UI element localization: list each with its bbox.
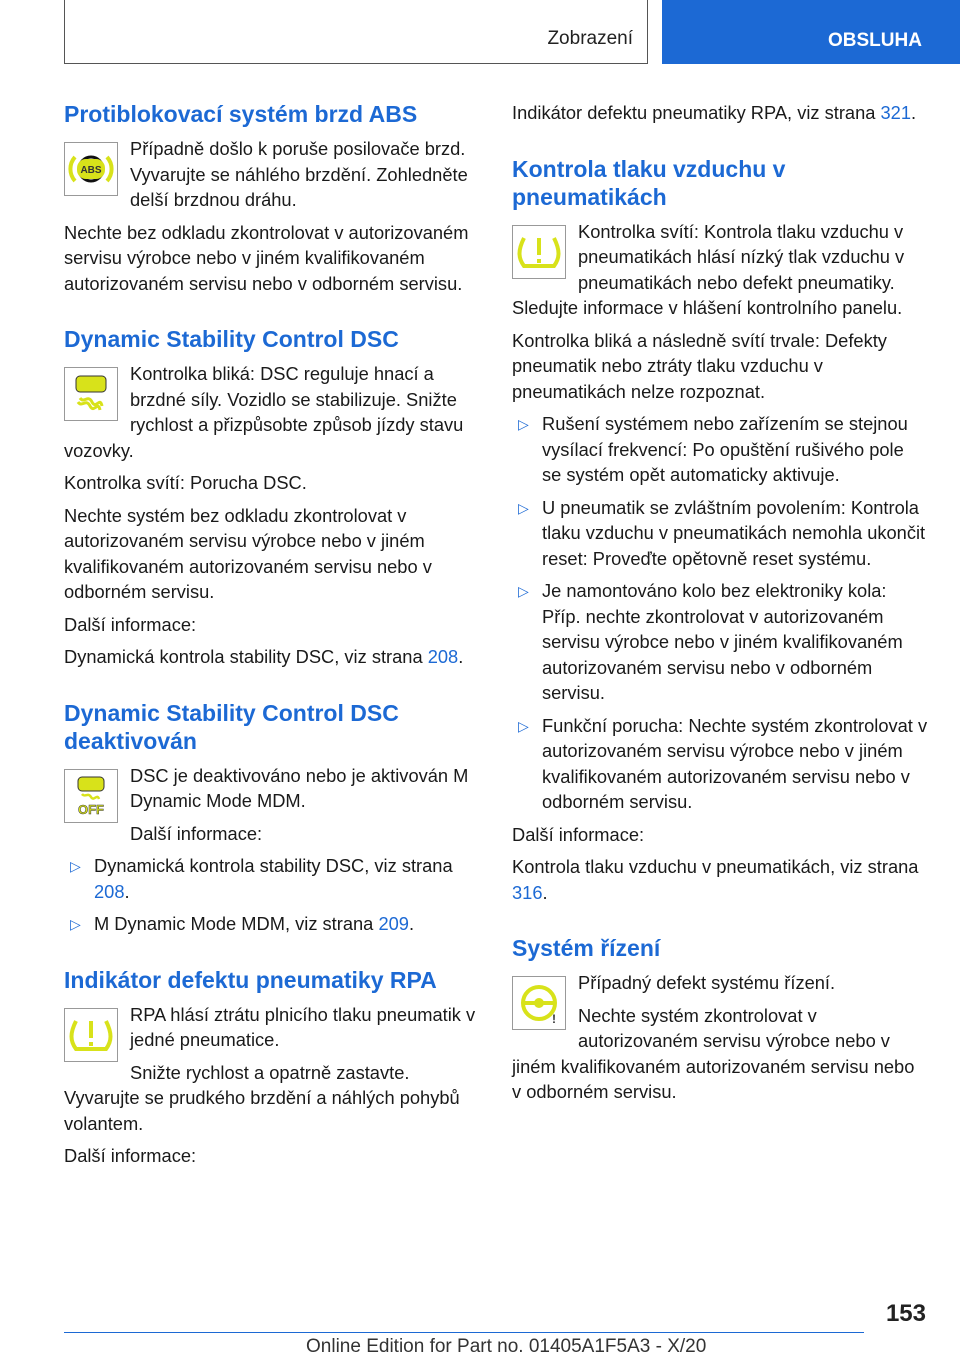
tpms-text-2: Kontrolka bliká a následně svítí trvale: Defekty pneumatik nebo ztráty tlaku vzduchu v pneumatikách nelze rozpoznat. [512, 329, 887, 402]
dsc-off-icon [64, 769, 118, 823]
steering-text-1: Případný defekt systému řízení. [578, 972, 836, 993]
heading-rpa: Indikátor defektu pneumatiky RPA [64, 966, 437, 993]
tpms-text-1: Kontrolka svítí: Kontrola tlaku vzduchu v pneumatikách hlásí nízký tlak vzduchu v pneumatikách nebo defekt pneumatiky. Sledujte informace v hlášení kontrolního panelu. [512, 220, 905, 318]
page-link-208[interactable]: 208 [427, 646, 459, 667]
bullet-triangle-icon: ▷ [518, 583, 529, 599]
abs-text-1: Případně došlo k poruše posilovače brzd. Vyvarujte se náhlého brzdění. Zohledněte delší brzdnou dráhu. [130, 138, 468, 210]
tpms-text-3: Další informace: [512, 823, 645, 845]
steering-warning-icon [512, 976, 566, 1030]
bullet-triangle-icon: ▷ [518, 717, 529, 734]
list-item: ▷ Dynamická kontrola stability DSC, viz strana 208. [70, 855, 453, 902]
dsc-off-text-1: DSC je deaktivováno nebo je aktivován M Dynamic Mode MDM. [130, 764, 469, 811]
dsc-text-2: Kontrolka svítí: Porucha DSC. [64, 472, 307, 493]
tpms-text-4: Kontrola tlaku vzduchu v pneumatikách, viz strana 316. [512, 856, 919, 903]
right-column [512, 100, 928, 1112]
list-item: ▷ Rušení systémem nebo zařízením se stejnou vysílací frekvencí: Po opuštění rušivého pole se systém opět automaticky aktivuje. [518, 413, 908, 485]
list-item: ▷ U pneumatik se zvláštním povolením: Kontrola tlaku vzduchu v pneumatikách nemohla ukončit reset: Proveďte opětovně reset systému. [518, 496, 926, 569]
dsc-off-list [64, 853, 480, 937]
bullet-triangle-icon: ▷ [70, 858, 81, 874]
page-link-321[interactable]: 321 [880, 102, 912, 123]
rpa-text-2: Snižte rychlost a opatrně zastavte. Vyvarujte se prudkého brzdění a náhlých pohybů volantem. [64, 1061, 460, 1134]
dsc-text-4: Další informace: [64, 613, 197, 635]
heading-dsc-off: Dynamic Stability Control DSC deaktivován [64, 699, 399, 754]
tire-pressure-icon [512, 225, 566, 279]
left-column [64, 100, 480, 1176]
list-item: ▷ Funkční porucha: Nechte systém zkontrolovat v autorizovaném servisu výrobce nebo v jiném kvalifikovaném autorizovaném servisu nebo v odborném servisu. [518, 714, 928, 812]
heading-steering: Systém řízení [512, 935, 661, 961]
heading-dsc: Dynamic Stability Control DSC [64, 326, 399, 352]
list-item: ▷ M Dynamic Mode MDM, viz strana 209. [64, 911, 480, 937]
bullet-triangle-icon: ▷ [518, 499, 529, 516]
abs-text-2: Nechte bez odkladu zkontrolovat v autorizovaném servisu výrobce nebo v jiném kvalifikovaném autorizovaném servisu nebo v odborném servisu. [64, 221, 469, 294]
dsc-off-text-2: Další informace: [130, 822, 263, 844]
rpa-text-1: RPA hlásí ztrátu plnicího tlaku pneumatik v jedné pneumatice. [130, 1003, 476, 1050]
dsc-skid-icon [64, 367, 118, 421]
rpa-ref-text: Indikátor defektu pneumatiky RPA, viz strana 321. [512, 102, 917, 123]
svg-text:!: ! [552, 1012, 556, 1025]
flat-tire-icon [64, 1008, 118, 1062]
heading-abs: Protiblokovací systém brzd ABS [64, 101, 418, 127]
dsc-text-3: Nechte systém bez odkladu zkontrolovat v autorizovaném servisu výrobce nebo v jiném kvalifikovaném autorizovaném servisu nebo v odborném servisu. [64, 504, 432, 602]
header-bar [64, 0, 648, 64]
heading-tpms: Kontrola tlaku vzduchu v pneumatikách [512, 155, 786, 210]
page-link-208[interactable]: 208 [94, 880, 125, 902]
bullet-triangle-icon: ▷ [518, 416, 529, 432]
header-tab-obsluha[interactable]: OBSLUHA [662, 0, 960, 64]
page-number: 153 [885, 1300, 926, 1327]
footer-edition: Online Edition for Part no. 01405A1F5A3 - X/20 [306, 1336, 707, 1357]
page-link-209[interactable]: 209 [378, 913, 409, 934]
dsc-text-5: Dynamická kontrola stability DSC, viz strana 208. [64, 646, 464, 667]
footer-divider [64, 1332, 864, 1333]
list-item: ▷ Je namontováno kolo bez elektroniky kola: Příp. nechte zkontrolovat v autorizovaném servisu výrobce nebo v jiném kvalifikovaném autorizovaném servisu nebo v odborném servisu. [518, 580, 903, 703]
page-link-316[interactable]: 316 [512, 881, 543, 903]
abs-warning-icon [64, 142, 118, 196]
tpms-list [512, 411, 928, 815]
rpa-text-3: Další informace: [64, 1145, 197, 1166]
dsc-text-1: Kontrolka bliká: DSC reguluje hnací a brzdné síly. Vozidlo se stabilizuje. Snižte rychlost a přizpůsobte způsob jízdy stavu vozovky. [64, 363, 464, 461]
steering-text-2: Nechte systém zkontrolovat v autorizovaném servisu výrobce nebo v jiném kvalifikovaném autorizovaném servisu nebo v odborném servisu. [512, 1004, 915, 1102]
svg-text:ABS: ABS [80, 165, 102, 176]
header-section-title: Zobrazení [547, 28, 633, 49]
bullet-triangle-icon: ▷ [70, 916, 81, 932]
svg-text:OFF: OFF [78, 801, 104, 817]
